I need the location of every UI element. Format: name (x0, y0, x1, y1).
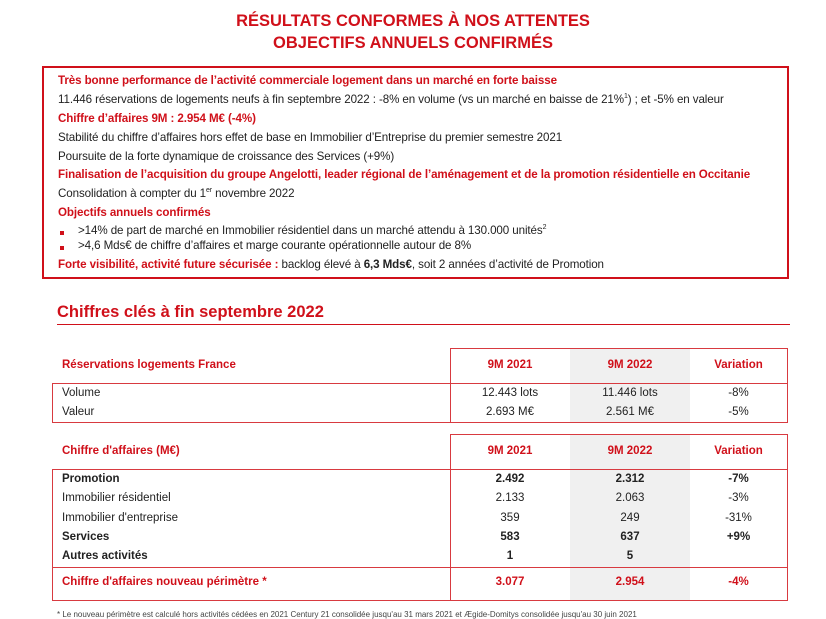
bullet-icon (60, 231, 64, 235)
table-cell: Valeur (62, 406, 95, 418)
title-line-2: OBJECTIFS ANNUELS CONFIRMÉS (273, 34, 553, 52)
table-cell: 637 (620, 530, 640, 543)
table-header: Variation (714, 445, 763, 457)
table-cell: +9% (726, 530, 751, 543)
table-cell: -5% (728, 406, 749, 418)
bullet-item: >4,6 Mds€ de chiffre d’affaires et marge courante opérationnelle autour de 8% (78, 239, 472, 252)
table-header: 9M 2021 (487, 445, 533, 457)
table-cell: 11.446 lots (602, 387, 658, 399)
highlight-heading: Finalisation de l’acquisition du groupe Angelotti, leader régional de l’aménagement et de la promotion résidentielle en Occitanie (58, 168, 751, 181)
row-label: Services (62, 530, 110, 543)
total-cell: 2.954 (615, 576, 645, 588)
section-divider (57, 324, 790, 325)
highlight-text: Consolidation à compter du 1er novembre 2022 (58, 187, 295, 200)
table-header: Chiffre d'affaires (M€) (62, 445, 180, 457)
table-header: 9M 2021 (487, 359, 533, 371)
total-cell: -4% (728, 576, 749, 588)
highlight-text: Stabilité du chiffre d’affaires hors effet de base en Immobilier d’Entreprise du premier semestre 2021 (58, 131, 563, 144)
table-cell: -7% (728, 473, 749, 485)
title-line-1: RÉSULTATS CONFORMES À NOS ATTENTES (236, 12, 590, 30)
total-label: Chiffre d'affaires nouveau périmètre * (62, 576, 267, 588)
total-cell: 3.077 (495, 576, 525, 588)
highlight-text: Forte visibilité, activité future sécurisée : backlog élevé à 6,3 Mds€, soit 2 années d’activité de Promotion (58, 258, 604, 271)
table-cell: 249 (620, 511, 640, 524)
row-label: Autres activités (62, 550, 148, 563)
table-header: Variation (714, 359, 763, 371)
table-cell: 1 (506, 550, 514, 563)
highlight-heading: Objectifs annuels confirmés (58, 206, 211, 219)
footnote: * Le nouveau périmètre est calculé hors activités cédées en 2021 Century 21 consolidée jusqu'au 31 mars 2021 et Ægide-Domitys consolidée jusqu'au 30 juin 2021 (57, 610, 637, 619)
table-cell: 359 (500, 511, 520, 524)
table-cell: 2.063 (615, 492, 645, 505)
highlight-heading: Très bonne performance de l’activité commerciale logement dans un marché en forte baisse (58, 74, 557, 87)
section-title: Chiffres clés à fin septembre 2022 (57, 303, 324, 321)
table-cell: 12.443 lots (481, 387, 539, 399)
table-cell: -8% (728, 387, 749, 399)
table-cell: 2.693 M€ (486, 406, 534, 418)
table-header: 9M 2022 (607, 359, 653, 371)
row-label: Immobilier résidentiel (62, 492, 171, 505)
row-label: Immobilier d'entreprise (62, 511, 178, 524)
highlights-box (42, 66, 789, 279)
highlight-text: 11.446 réservations de logements neufs à fin septembre 2022 : -8% en volume (vs un marché en baisse de 21%$^1$) ; et -5% en valeur (58, 93, 724, 106)
table-cell: 2.561 M€ (606, 406, 654, 418)
table-cell: -31% (725, 511, 752, 524)
table-cell: Volume (62, 387, 101, 399)
bullet-icon (60, 246, 64, 250)
table-cell: 2.133 (495, 492, 525, 505)
bullet-item: >14% de part de marché en Immobilier résidentiel dans un marché attendu à 130.000 unités$^2$ (78, 224, 547, 237)
table-cell: 583 (500, 530, 520, 543)
table-header: Réservations logements France (62, 359, 236, 371)
row-label: Promotion (62, 473, 120, 485)
highlight-text: Poursuite de la forte dynamique de croissance des Services (+9%) (58, 150, 395, 163)
highlight-heading: Chiffre d’affaires 9M : 2.954 M€ (-4%) (58, 112, 256, 125)
table-cell: 2.492 (495, 473, 525, 485)
table-cell: 2.312 (615, 473, 645, 485)
table-cell: 5 (626, 550, 634, 563)
table-cell: -3% (728, 492, 749, 505)
table-header: 9M 2022 (607, 445, 653, 457)
